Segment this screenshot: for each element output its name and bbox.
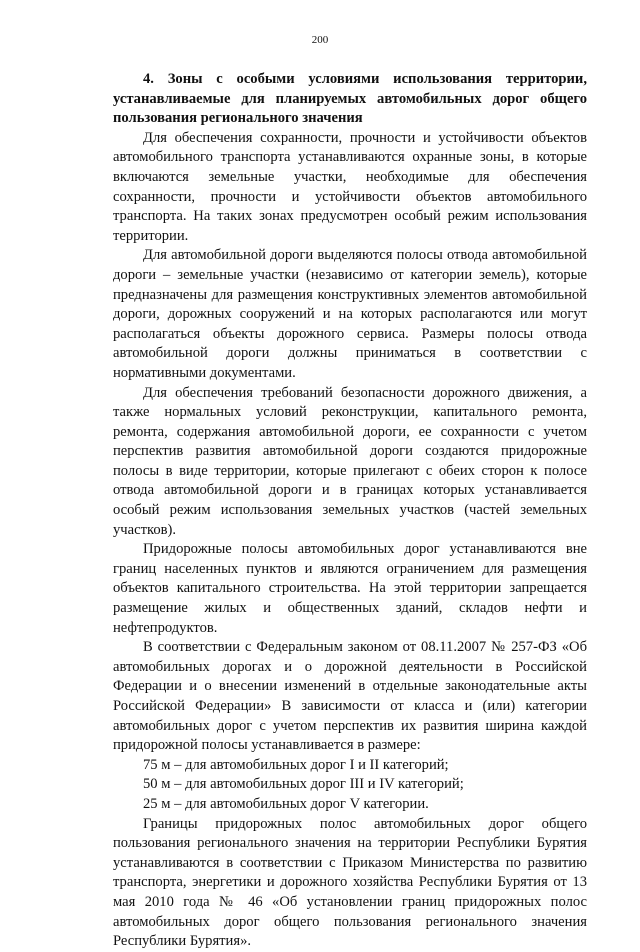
paragraph-buryatia-order: Границы придорожных полос автомобильных дорог общего пользования регионального значения на территории Республики Бурятия устанавливаются в соответствии с Приказом Министерства по развитию транспорта, энергетики и дорожного хозяйства Республики Бурятия от 13 мая 2010 года № 46 «Об установлении границ придорожных полос автомобильных дорог общего пользования регионального значения Республики Бурятия».	[113, 815, 587, 950]
document-body	[113, 70, 587, 952]
width-item-category-5: 25 м – для автомобильных дорог V категории.	[143, 795, 429, 812]
section-heading: 4. Зоны с особыми условиями использования территории, устанавливаемые для планируемых автомобильных дорог общего пользования регионального значения	[113, 71, 587, 127]
paragraph-federal-law: В соответствии с Федеральным законом от 08.11.2007 № 257-ФЗ «Об автомобильных дорогах и о дорожной деятельности в Российской Федерации и о внесении изменений в отдельные законодательные акты Российской Федерации» В зависимости от класса и (или) категории автомобильных дорог с учетом перспектив их развития ширина каждой придорожной полосы устанавливается в размере:	[113, 639, 587, 754]
paragraph-strip-restrictions: Придорожные полосы автомобильных дорог устанавливаются вне границ населенных пунктов и являются ограничением для размещения объектов капитального строительства. На этой территории запрещается размещение жилых и общественных зданий, складов нефти и нефтепродуктов.	[113, 541, 587, 636]
width-item-category-3-4: 50 м – для автомобильных дорог III и IV категорий;	[143, 776, 464, 793]
paragraph-right-of-way: Для автомобильной дороги выделяются полосы отвода автомобильной дороги – земельные участки (независимо от категории земель), которые предназначены для размещения конструктивных элементов автомобильной дороги, дорожных сооружений и на которых располагаются или могут располагаться объекты дорожного сервиса. Размеры полосы отвода автомобильной дороги должны приниматься в соответствии с нормативными документами.	[113, 247, 587, 381]
paragraph-roadside-strips: Для обеспечения требований безопасности дорожного движения, а также нормальных условий реконструкции, капитального ремонта, ремонта, содержания автомобильной дороги, ее сохранности с учетом перспектив развития автомобильной дороги создаются придорожные полосы в виде территории, которые прилегают с обеих сторон к полосе отвода автомобильной дороги и в границах которых устанавливается особый режим использования земельных участков (частей земельных участков).	[113, 384, 587, 538]
width-item-category-1-2: 75 м – для автомобильных дорог I и II категорий;	[143, 756, 449, 773]
page-number: 200	[311, 34, 329, 46]
paragraph-protection-zones: Для обеспечения сохранности, прочности и устойчивости объектов автомобильного транспорта устанавливаются охранные зоны, в которые включаются земельные участки, необходимые для обеспечения сохранности, прочности и устойчивости объектов автомобильного транспорта. На таких зонах предусмотрен особый режим использования территории.	[113, 129, 587, 244]
